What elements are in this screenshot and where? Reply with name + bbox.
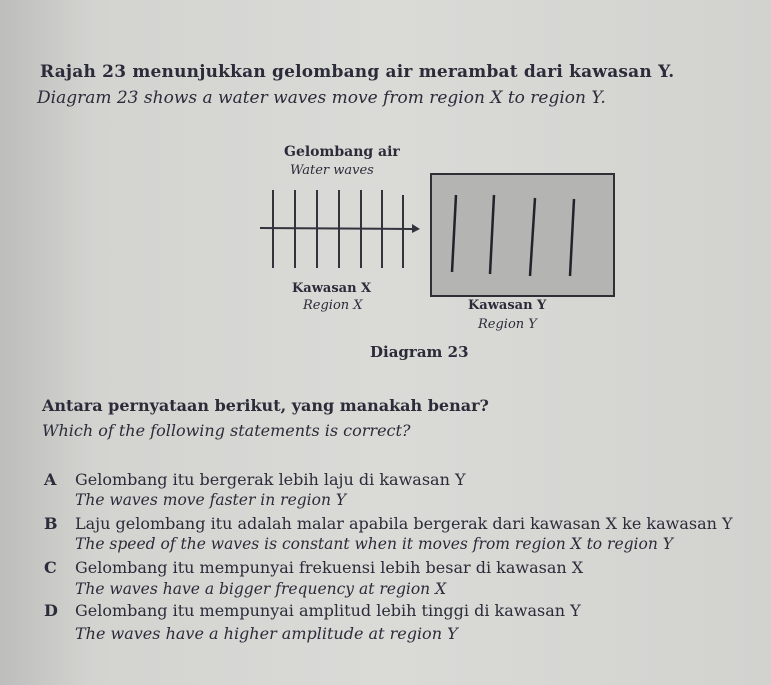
- option-text-english: The waves have a bigger frequency at region X: [75, 580, 447, 598]
- option-text-malay: Gelombang itu bergerak lebih laju di kawasan Y: [75, 470, 466, 489]
- option-letter: D: [44, 601, 58, 620]
- question-prompt-english: Which of the following statements is correct?: [42, 421, 411, 440]
- region-y-box: [431, 174, 614, 296]
- option-text-malay: Gelombang itu mempunyai frekuensi lebih besar di kawasan X: [75, 558, 584, 577]
- option-text-english: The speed of the waves is constant when it moves from region X to region Y: [75, 535, 673, 553]
- option-text-english: The waves move faster in region Y: [75, 491, 347, 509]
- diagram-caption: Diagram 23: [370, 343, 469, 361]
- option-text-english: The waves have a higher amplitude at region Y: [75, 624, 458, 643]
- question-prompt-malay: Antara pernyataan berikut, yang manakah benar?: [42, 396, 489, 415]
- question-stem-english: Diagram 23 shows a water waves move from region X to region Y.: [37, 88, 606, 108]
- option-letter: B: [44, 514, 58, 533]
- region-y-label-english: Region Y: [478, 317, 537, 332]
- region-x-label-malay: Kawasan X: [292, 281, 372, 296]
- region-x-label-english: Region X: [303, 298, 363, 313]
- diagram-title-english: Water waves: [290, 163, 374, 178]
- option-text-malay: Laju gelombang itu adalah malar apabila bergerak dari kawasan X ke kawasan Y: [75, 514, 733, 533]
- question-stem-malay: Rajah 23 menunjukkan gelombang air merambat dari kawasan Y.: [40, 62, 675, 82]
- direction-arrow-line: [260, 228, 412, 229]
- option-text-malay: Gelombang itu mempunyai amplitud lebih tinggi di kawasan Y: [75, 601, 581, 620]
- option-letter: A: [44, 470, 57, 489]
- option-letter: C: [44, 558, 57, 577]
- direction-arrow-head: [412, 224, 420, 233]
- diagram-title-malay: Gelombang air: [284, 144, 400, 160]
- region-y-label-malay: Kawasan Y: [468, 298, 547, 313]
